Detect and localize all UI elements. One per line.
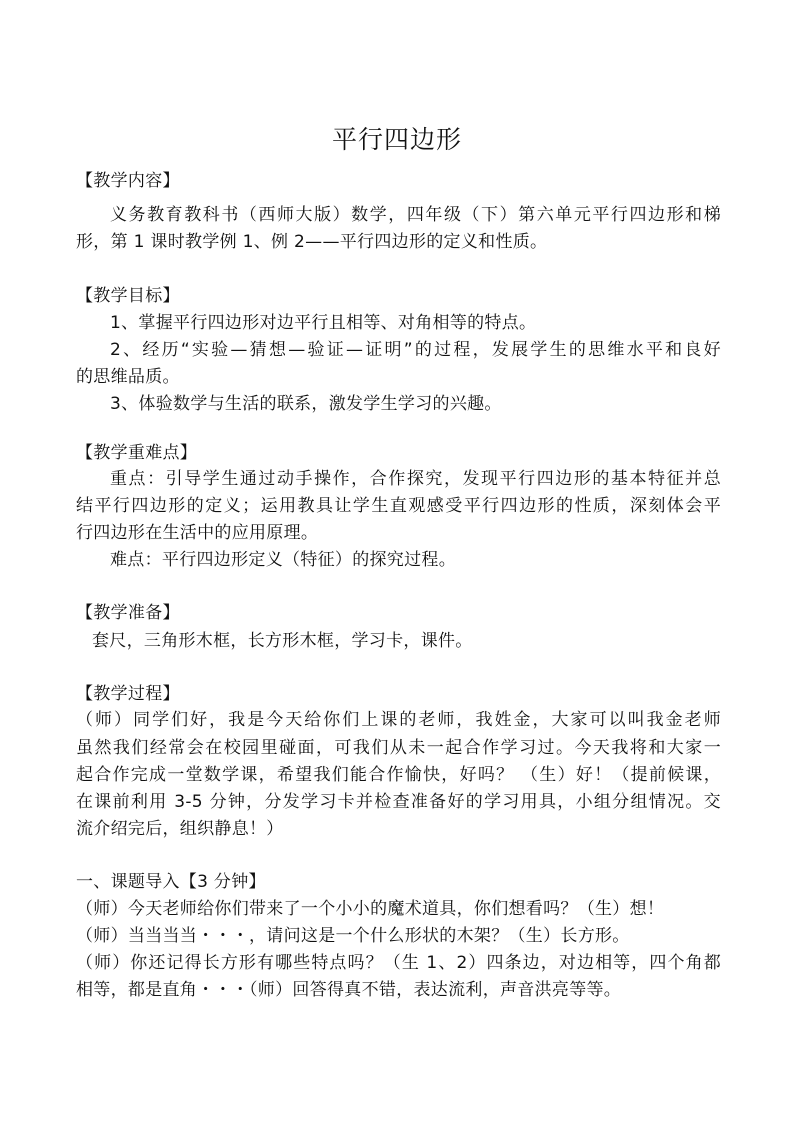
paragraph-line: 起合作完成一堂数学课，希望我们能合作愉快，好吗？ （生）好！（提前候课， — [76, 765, 721, 785]
paragraph-line: 义务教育教科书（西师大版）数学，四年级（下）第六单元平行四边形和梯 — [110, 205, 721, 225]
paragraph-line: （师）今天老师给你们带来了一个小小的魔术道具，你们想看吗？（生）想！ — [76, 899, 665, 919]
paragraph-line: 在课前利用 3-5 分钟，分发学习卡并检查准备好的学习用具，小组分组情况。交 — [76, 792, 721, 812]
section-heading-preparation: 【教学准备】 — [76, 603, 180, 623]
section-heading-content: 【教学内容】 — [76, 171, 180, 191]
paragraph-line: 虽然我们经常会在校园里碰面，可我们从未一起合作学习过。今天我将和大家一 — [76, 738, 721, 758]
paragraph-line: （师）当当当当・・・，请问这是一个什么形状的木架？（生）长方形。 — [76, 926, 630, 946]
paragraph-line: 重点：引导学生通过动手操作，合作探究，发现平行四边形的基本特征并总 — [110, 469, 721, 489]
paragraph-line: 2、经历“实验—猜想—验证—证明”的过程，发展学生的思维水平和良好 — [110, 340, 721, 360]
paragraph-line: 1、掌握平行四边形对边平行且相等、对角相等的特点。 — [110, 313, 537, 333]
paragraph-line: 的思维品质。 — [76, 367, 180, 387]
paragraph-line: （师）你还记得长方形有哪些特点吗？（生 1、2）四条边，对边相等，四个角都 — [76, 953, 721, 973]
paragraph-line: 流介绍完后，组织静息！） — [76, 819, 284, 839]
paragraph-line: （师）同学们好，我是今天给你们上课的老师，我姓金，大家可以叫我金老师 — [76, 710, 721, 730]
section-heading-process: 【教学过程】 — [76, 684, 180, 704]
paragraph-line: 相等，都是直角・・・（师）回答得真不错，表达流利，声音洪亮等等。 — [76, 980, 622, 1000]
paragraph-line: 行四边形在生活中的应用原理。 — [76, 523, 319, 543]
paragraph-line: 难点：平行四边形定义（特征）的探究过程。 — [110, 550, 456, 570]
paragraph-line: 形，第 1 课时教学例 1、例 2——平行四边形的定义和性质。 — [76, 232, 548, 252]
paragraph-line: 3、体验数学与生活的联系，激发学生学习的兴趣。 — [110, 394, 502, 414]
section-heading-objectives: 【教学目标】 — [76, 286, 180, 306]
paragraph-line: 结平行四边形的定义；运用教具让学生直观感受平行四边形的性质，深刻体会平 — [76, 496, 721, 516]
section-heading-key-points: 【教学重难点】 — [76, 443, 198, 463]
paragraph-line: 套尺，三角形木框，长方形木框，学习卡，课件。 — [92, 631, 473, 651]
page-title: 平行四边形 — [331, 125, 462, 154]
section-heading-introduction: 一、课题导入【3 分钟】 — [76, 872, 266, 892]
